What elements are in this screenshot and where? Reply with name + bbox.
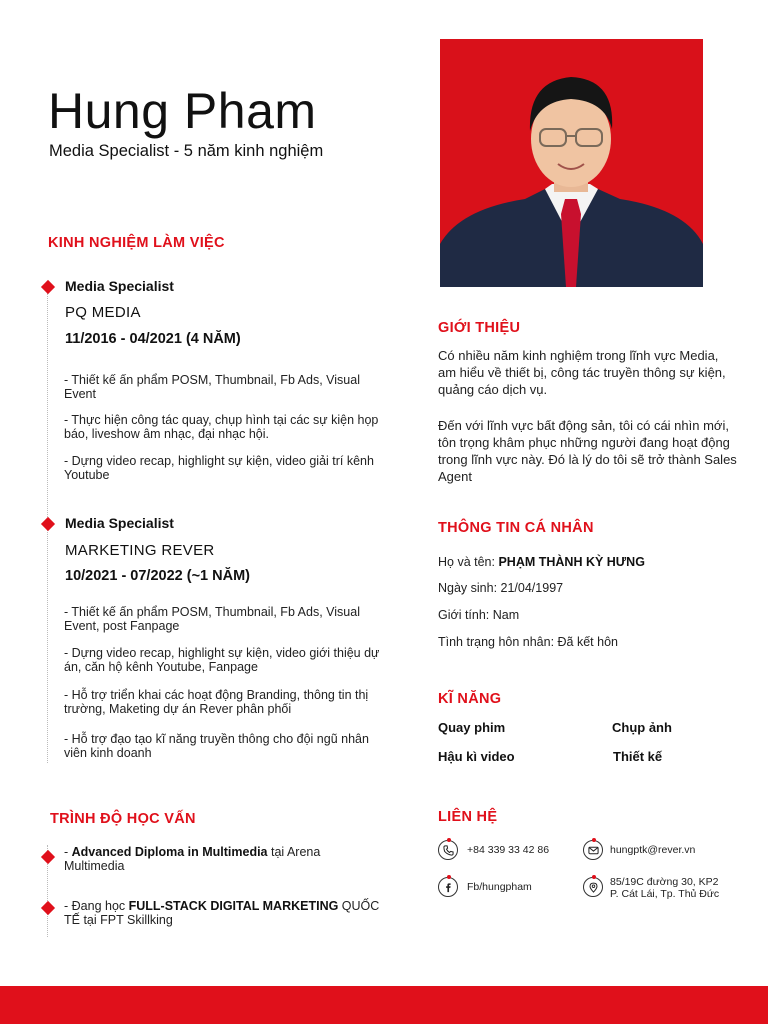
section-title-personal-info: THÔNG TIN CÁ NHÂN [438,520,594,536]
section-title-education: TRÌNH ĐỘ HỌC VẤN [50,811,196,827]
job-bullet: - Hỗ trợ đạo tạo kĩ năng truyền thông cho đội ngũ nhân viên kinh doanh [64,732,369,760]
job-bullet: - Thực hiện công tác quay, chụp hình tại các sự kiện họp báo, liveshow âm nhạc, đại nhạc hội. [64,413,379,441]
timeline-marker [41,850,55,864]
address-line-1: 85/19C đường 30, KP2 [610,876,719,888]
contact-email[interactable]: hungptk@rever.vn [610,844,696,856]
job-bullet: - Thiết kế ấn phẩm POSM, Thumbnail, Fb Ads, Visual Event, post Fanpage [64,605,360,633]
timeline-marker [41,901,55,915]
job-period: 10/2021 - 07/2022 (~1 NĂM) [65,568,250,584]
section-title-intro: GIỚI THIỆU [438,320,521,336]
job-position: Media Specialist [65,278,174,294]
timeline-marker [41,517,55,531]
footer-accent-bar [0,986,768,1024]
job-bullet: - Dựng video recap, highlight sự kiện, video giới thiệu dự án, căn hộ kênh Youtube, Fanpage [64,646,380,674]
section-title-experience: KINH NGHIỆM LÀM VIỆC [48,235,225,251]
intro-paragraph: Đến với lĩnh vực bất động sản, tôi có cái nhìn mới, tôn trọng khâm phục những người đang hoạt động trong lĩnh vực này. Đó là lý do tôi sẽ trở thành Sales Agent [438,418,737,484]
contact-phone[interactable]: +84 339 33 42 86 [467,844,550,856]
intro-paragraph: Có nhiều năm kinh nghiệm trong lĩnh vực Media, am hiểu về thiết bị, công tác truyền thông sự kiện, quảng cáo dịch vụ. [438,348,726,397]
job-bullet: - Dựng video recap, highlight sự kiện, video giải trí kênh Youtube [64,454,374,482]
section-title-skills: KĨ NĂNG [438,691,502,707]
skill-item: Thiết kế [613,749,663,764]
candidate-name: Hung Pham [48,83,317,139]
timeline-marker [41,280,55,294]
job-company: MARKETING REVER [65,542,215,559]
skill-item: Quay phim [438,720,506,735]
phone-icon [438,840,458,860]
job-company: PQ MEDIA [65,304,141,321]
skill-item: Hậu kì video [438,749,515,764]
job-bullet: - Hỗ trợ triển khai các hoạt động Branding, thông tin thị trường, Maketing dự án Rever phân phối [64,688,369,716]
info-full-name: Họ và tên: PHẠM THÀNH KỲ HƯNG [438,555,645,569]
job-position: Media Specialist [65,515,174,531]
skill-item: Chụp ảnh [612,720,672,735]
address-line-2: P. Cát Lái, Tp. Thủ Đức [610,888,720,900]
contact-address [610,876,719,900]
facebook-icon [438,877,458,897]
location-pin-icon [583,877,603,897]
education-item: - Advanced Diploma in Multimedia tại Arena Multimedia [64,845,321,873]
mail-icon [583,840,603,860]
section-title-contact: LIÊN HỆ [438,809,498,825]
contact-facebook[interactable]: Fb/hungpham [467,881,532,893]
job-period: 11/2016 - 04/2021 (4 NĂM) [65,331,241,347]
education-item: - Đang học FULL-STACK DIGITAL MARKETING QUỐC TẾ tại FPT Skillking [64,899,380,927]
job-bullet: - Thiết kế ấn phẩm POSM, Thumbnail, Fb Ads, Visual Event [64,373,360,401]
profile-photo [440,39,703,287]
info-gender: Giới tính: Nam [438,608,520,622]
candidate-subtitle: Media Specialist - 5 năm kinh nghiệm [49,142,324,160]
info-marital-status: Tình trạng hôn nhân: Đã kết hôn [438,635,618,649]
info-birthday: Ngày sinh: 21/04/1997 [438,581,564,595]
